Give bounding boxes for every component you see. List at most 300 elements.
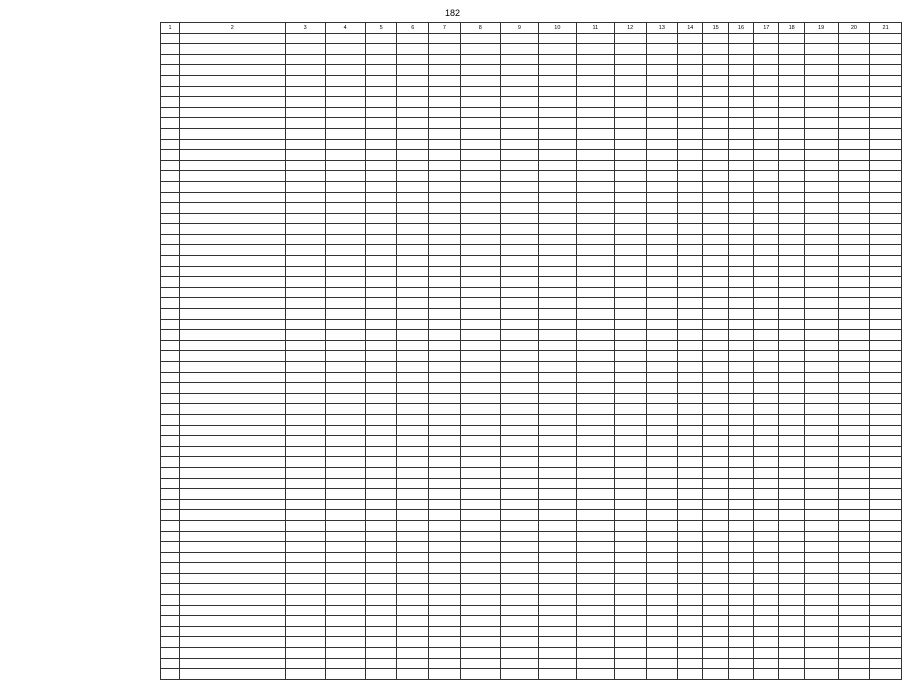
table-cell <box>703 340 728 351</box>
table-cell <box>325 489 365 500</box>
table-cell <box>365 520 397 531</box>
table-cell <box>779 171 804 182</box>
table-cell <box>500 489 538 500</box>
table-cell <box>728 362 753 373</box>
table-cell <box>161 436 180 447</box>
table-cell <box>500 467 538 478</box>
table-cell <box>397 499 429 510</box>
table-cell <box>538 478 576 489</box>
table-cell <box>538 626 576 637</box>
table-cell <box>728 478 753 489</box>
table-cell <box>397 330 429 341</box>
table-cell <box>161 489 180 500</box>
table-cell <box>576 467 614 478</box>
table-cell <box>325 181 365 192</box>
table-cell <box>703 467 728 478</box>
table-cell <box>614 128 646 139</box>
table-row <box>161 309 902 320</box>
table-cell <box>614 542 646 553</box>
table-cell <box>576 669 614 680</box>
table-cell <box>838 287 870 298</box>
table-cell <box>576 414 614 425</box>
table-cell <box>538 616 576 627</box>
table-cell <box>325 510 365 521</box>
table-cell <box>285 425 325 436</box>
table-cell <box>180 362 286 373</box>
table-cell <box>804 181 838 192</box>
table-cell <box>804 192 838 203</box>
table-cell <box>804 319 838 330</box>
table-cell <box>646 584 678 595</box>
table-cell <box>728 393 753 404</box>
table-row <box>161 658 902 669</box>
table-cell <box>460 414 500 425</box>
table-cell <box>500 160 538 171</box>
table-cell <box>838 97 870 108</box>
table-cell <box>285 203 325 214</box>
table-cell <box>429 340 461 351</box>
table-cell <box>779 54 804 65</box>
table-cell <box>838 626 870 637</box>
table-cell <box>397 54 429 65</box>
table-cell <box>804 573 838 584</box>
table-cell <box>576 309 614 320</box>
table-cell <box>646 362 678 373</box>
table-cell <box>325 351 365 362</box>
table-row <box>161 414 902 425</box>
table-cell <box>325 330 365 341</box>
table-cell <box>538 520 576 531</box>
table-cell <box>646 393 678 404</box>
table-cell <box>397 616 429 627</box>
table-row <box>161 139 902 150</box>
table-cell <box>646 33 678 44</box>
table-cell <box>838 467 870 478</box>
table-cell <box>576 552 614 563</box>
table-cell <box>365 181 397 192</box>
table-cell <box>500 256 538 267</box>
table-cell <box>397 309 429 320</box>
table-cell <box>614 457 646 468</box>
table-cell <box>678 340 703 351</box>
table-cell <box>870 531 902 542</box>
table-cell <box>429 287 461 298</box>
table-cell <box>838 404 870 415</box>
table-cell <box>365 224 397 235</box>
table-cell <box>779 616 804 627</box>
table-cell <box>538 171 576 182</box>
table-cell <box>804 552 838 563</box>
table-cell <box>576 224 614 235</box>
table-cell <box>161 213 180 224</box>
table-cell <box>678 489 703 500</box>
table-cell <box>325 467 365 478</box>
table-cell <box>870 520 902 531</box>
table-cell <box>161 65 180 76</box>
table-cell <box>614 203 646 214</box>
table-cell <box>804 584 838 595</box>
table-cell <box>460 573 500 584</box>
table-cell <box>576 287 614 298</box>
table-cell <box>285 319 325 330</box>
table-row <box>161 86 902 97</box>
table-cell <box>500 414 538 425</box>
table-cell <box>285 489 325 500</box>
table-cell <box>397 669 429 680</box>
table-cell <box>285 309 325 320</box>
table-cell <box>703 277 728 288</box>
table-cell <box>365 446 397 457</box>
table-cell <box>538 277 576 288</box>
table-cell <box>161 531 180 542</box>
table-cell <box>754 97 779 108</box>
table-cell <box>500 531 538 542</box>
table-row <box>161 97 902 108</box>
table-cell <box>500 520 538 531</box>
table-cell <box>397 245 429 256</box>
table-cell <box>576 340 614 351</box>
table-row <box>161 171 902 182</box>
table-cell <box>779 319 804 330</box>
table-cell <box>728 266 753 277</box>
table-cell <box>614 107 646 118</box>
table-cell <box>728 128 753 139</box>
table-cell <box>460 637 500 648</box>
table-cell <box>180 520 286 531</box>
table-cell <box>804 224 838 235</box>
table-cell <box>500 309 538 320</box>
table-cell <box>646 616 678 627</box>
table-cell <box>538 467 576 478</box>
table-cell <box>460 616 500 627</box>
table-cell <box>397 605 429 616</box>
table-cell <box>365 192 397 203</box>
table-cell <box>500 510 538 521</box>
table-cell <box>180 330 286 341</box>
table-row <box>161 340 902 351</box>
table-cell <box>397 351 429 362</box>
table-cell <box>754 595 779 606</box>
table-cell <box>576 330 614 341</box>
table-cell <box>804 97 838 108</box>
table-cell <box>538 404 576 415</box>
table-cell <box>779 393 804 404</box>
table-cell <box>728 648 753 659</box>
table-cell <box>365 128 397 139</box>
table-cell <box>180 309 286 320</box>
table-cell <box>646 330 678 341</box>
table-cell <box>728 54 753 65</box>
table-cell <box>429 637 461 648</box>
table-cell <box>161 658 180 669</box>
table-cell <box>779 425 804 436</box>
table-cell <box>397 531 429 542</box>
table-cell <box>614 414 646 425</box>
table-cell <box>460 203 500 214</box>
table-cell <box>804 298 838 309</box>
table-cell <box>870 478 902 489</box>
table-cell <box>325 626 365 637</box>
table-cell <box>460 54 500 65</box>
table-cell <box>779 33 804 44</box>
table-cell <box>180 669 286 680</box>
table-cell <box>614 213 646 224</box>
table-cell <box>614 65 646 76</box>
table-cell <box>538 489 576 500</box>
table-cell <box>576 192 614 203</box>
table-cell <box>500 552 538 563</box>
table-cell <box>576 65 614 76</box>
table-cell <box>538 139 576 150</box>
table-cell <box>429 648 461 659</box>
table-cell <box>429 33 461 44</box>
table-cell <box>838 478 870 489</box>
table-cell <box>161 287 180 298</box>
table-row <box>161 203 902 214</box>
table-cell <box>325 616 365 627</box>
table-cell <box>460 520 500 531</box>
table-row <box>161 446 902 457</box>
table-cell <box>614 446 646 457</box>
table-cell <box>576 128 614 139</box>
table-cell <box>779 213 804 224</box>
table-cell <box>429 362 461 373</box>
table-cell <box>870 637 902 648</box>
table-cell <box>460 298 500 309</box>
table-cell <box>538 499 576 510</box>
table-cell <box>779 457 804 468</box>
table-cell <box>285 298 325 309</box>
table-cell <box>161 648 180 659</box>
table-cell <box>325 436 365 447</box>
table-cell <box>838 563 870 574</box>
table-cell <box>325 65 365 76</box>
table-cell <box>870 573 902 584</box>
table-cell <box>500 234 538 245</box>
table-cell <box>429 404 461 415</box>
table-cell <box>325 552 365 563</box>
table-cell <box>429 372 461 383</box>
table-cell <box>429 531 461 542</box>
table-cell <box>754 139 779 150</box>
table-cell <box>870 648 902 659</box>
table-row <box>161 552 902 563</box>
table-cell <box>804 446 838 457</box>
table-cell <box>754 658 779 669</box>
table-cell <box>838 658 870 669</box>
table-cell <box>703 595 728 606</box>
table-cell <box>365 44 397 55</box>
table-cell <box>804 75 838 86</box>
table-cell <box>804 330 838 341</box>
table-cell <box>646 192 678 203</box>
table-cell <box>325 277 365 288</box>
table-cell <box>180 552 286 563</box>
table-cell <box>728 118 753 129</box>
column-number: 6 <box>397 23 429 34</box>
table-cell <box>870 669 902 680</box>
table-cell <box>161 309 180 320</box>
table-cell <box>728 65 753 76</box>
table-cell <box>285 54 325 65</box>
table-cell <box>779 107 804 118</box>
table-cell <box>325 457 365 468</box>
table-cell <box>614 139 646 150</box>
table-cell <box>804 266 838 277</box>
table-cell <box>285 436 325 447</box>
table-cell <box>365 414 397 425</box>
table-cell <box>703 457 728 468</box>
table-cell <box>460 436 500 447</box>
table-cell <box>460 605 500 616</box>
table-cell <box>397 584 429 595</box>
table-cell <box>703 573 728 584</box>
table-cell <box>397 160 429 171</box>
table-cell <box>180 372 286 383</box>
table-cell <box>678 414 703 425</box>
column-number: 19 <box>804 23 838 34</box>
table-cell <box>838 542 870 553</box>
table-cell <box>754 436 779 447</box>
table-cell <box>804 44 838 55</box>
table-cell <box>180 573 286 584</box>
table-row <box>161 44 902 55</box>
table-cell <box>703 54 728 65</box>
table-cell <box>703 266 728 277</box>
table-cell <box>838 489 870 500</box>
table-cell <box>397 266 429 277</box>
table-cell <box>500 573 538 584</box>
table-row <box>161 542 902 553</box>
table-cell <box>285 595 325 606</box>
table-cell <box>703 309 728 320</box>
table-cell <box>460 150 500 161</box>
table-cell <box>614 277 646 288</box>
table-cell <box>161 478 180 489</box>
table-cell <box>614 150 646 161</box>
table-cell <box>538 605 576 616</box>
table-row <box>161 118 902 129</box>
table-cell <box>870 181 902 192</box>
table-cell <box>646 266 678 277</box>
table-cell <box>678 573 703 584</box>
table-cell <box>500 33 538 44</box>
table-cell <box>161 563 180 574</box>
table-cell <box>429 44 461 55</box>
table-row <box>161 383 902 394</box>
table-cell <box>614 75 646 86</box>
column-number: 15 <box>703 23 728 34</box>
table-cell <box>838 393 870 404</box>
table-cell <box>754 489 779 500</box>
table-cell <box>397 563 429 574</box>
table-cell <box>703 256 728 267</box>
table-cell <box>646 203 678 214</box>
table-cell <box>576 234 614 245</box>
table-cell <box>678 181 703 192</box>
table-cell <box>804 340 838 351</box>
table-cell <box>678 309 703 320</box>
table-row <box>161 531 902 542</box>
table-cell <box>779 160 804 171</box>
table-cell <box>728 542 753 553</box>
column-number: 8 <box>460 23 500 34</box>
table-cell <box>838 107 870 118</box>
table-cell <box>779 499 804 510</box>
table-cell <box>838 44 870 55</box>
table-cell <box>429 139 461 150</box>
table-cell <box>779 139 804 150</box>
table-cell <box>870 457 902 468</box>
table-cell <box>870 309 902 320</box>
table-cell <box>325 404 365 415</box>
table-cell <box>754 128 779 139</box>
table-cell <box>870 192 902 203</box>
table-cell <box>460 669 500 680</box>
table-cell <box>779 648 804 659</box>
table-cell <box>365 510 397 521</box>
table-cell <box>728 626 753 637</box>
table-cell <box>161 97 180 108</box>
table-cell <box>870 584 902 595</box>
table-cell <box>678 595 703 606</box>
table-cell <box>703 319 728 330</box>
table-cell <box>429 86 461 97</box>
table-cell <box>754 54 779 65</box>
table-cell <box>325 287 365 298</box>
table-cell <box>646 44 678 55</box>
table-cell <box>754 520 779 531</box>
table-cell <box>538 648 576 659</box>
table-cell <box>646 150 678 161</box>
table-cell <box>538 203 576 214</box>
table-cell <box>365 75 397 86</box>
table-cell <box>180 139 286 150</box>
table-cell <box>646 489 678 500</box>
table-cell <box>779 362 804 373</box>
table-cell <box>804 457 838 468</box>
table-cell <box>614 86 646 97</box>
table-cell <box>460 160 500 171</box>
table-cell <box>678 75 703 86</box>
table-cell <box>161 669 180 680</box>
table-cell <box>838 573 870 584</box>
table-cell <box>397 44 429 55</box>
table-cell <box>779 478 804 489</box>
table-cell <box>538 86 576 97</box>
table-cell <box>576 499 614 510</box>
table-cell <box>754 171 779 182</box>
table-cell <box>180 467 286 478</box>
table-cell <box>678 425 703 436</box>
table-cell <box>678 107 703 118</box>
table-cell <box>460 44 500 55</box>
table-cell <box>804 383 838 394</box>
table-cell <box>838 372 870 383</box>
table-cell <box>678 404 703 415</box>
table-cell <box>460 351 500 362</box>
table-cell <box>500 637 538 648</box>
table-cell <box>678 584 703 595</box>
table-cell <box>576 319 614 330</box>
table-cell <box>161 44 180 55</box>
table-cell <box>870 414 902 425</box>
table-cell <box>576 150 614 161</box>
table-cell <box>576 245 614 256</box>
table-cell <box>365 203 397 214</box>
table-cell <box>325 542 365 553</box>
table-cell <box>614 531 646 542</box>
